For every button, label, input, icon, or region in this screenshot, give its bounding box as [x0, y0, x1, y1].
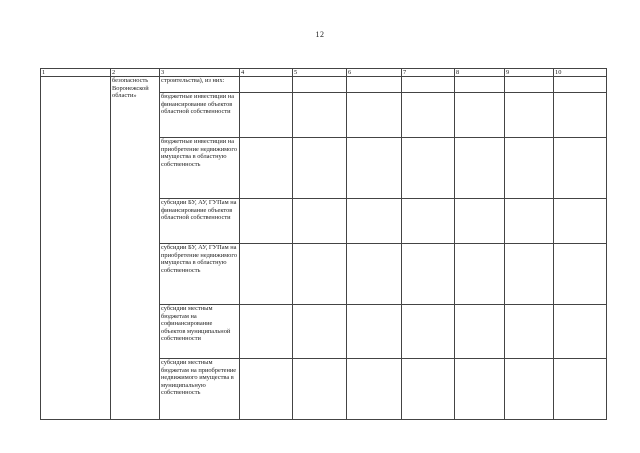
table-cell	[347, 244, 402, 305]
column-header: 5	[293, 69, 347, 77]
table-cell	[554, 77, 607, 93]
table-cell-description: бюджетные инвестиции на финансирование объектов областной собственности	[160, 93, 240, 138]
table-cell	[455, 77, 505, 93]
table-cell	[240, 359, 293, 420]
header-row	[41, 69, 607, 77]
table-cell	[240, 305, 293, 359]
table-cell	[554, 359, 607, 420]
table-cell	[402, 359, 455, 420]
table-cell	[293, 77, 347, 93]
table-cell	[455, 244, 505, 305]
table-cell	[554, 138, 607, 199]
data-table	[40, 68, 607, 420]
table-cell	[293, 199, 347, 244]
table-cell	[293, 93, 347, 138]
table-cell	[293, 138, 347, 199]
table-cell-description: субсидии БУ, АУ, ГУПам на финансирование объектов областной собственности	[160, 199, 240, 244]
table-cell	[240, 77, 293, 93]
table-cell-description: субсидии местным бюджетам на софинансирование объектов муниципальной собственности	[160, 305, 240, 359]
column-header: 2	[111, 69, 160, 77]
table-cell	[505, 77, 554, 93]
table-cell-col1	[41, 77, 111, 420]
table-cell-description: строительства), из них:	[160, 77, 240, 93]
table-cell	[347, 359, 402, 420]
table-cell	[505, 359, 554, 420]
table-cell	[293, 305, 347, 359]
column-header: 7	[402, 69, 455, 77]
table-cell-description: бюджетные инвестиции на приобретение недвижимого имущества в областную собственность	[160, 138, 240, 199]
table-cell-description: субсидии БУ, АУ, ГУПам на приобретение недвижимого имущества в областную собственность	[160, 244, 240, 305]
table-cell	[455, 199, 505, 244]
table-cell	[455, 138, 505, 199]
table-cell	[293, 244, 347, 305]
table-cell	[402, 138, 455, 199]
column-header: 6	[347, 69, 402, 77]
table-cell	[505, 199, 554, 244]
table-cell	[455, 305, 505, 359]
table-cell	[455, 359, 505, 420]
table-cell	[554, 199, 607, 244]
table-row	[41, 77, 607, 93]
table-cell	[347, 199, 402, 244]
table-cell	[402, 93, 455, 138]
table-cell	[347, 93, 402, 138]
column-header: 8	[455, 69, 505, 77]
table-cell	[402, 199, 455, 244]
table-cell	[402, 305, 455, 359]
table-cell	[347, 305, 402, 359]
table-cell	[402, 244, 455, 305]
table-cell	[240, 244, 293, 305]
column-header: 9	[505, 69, 554, 77]
table-cell	[240, 93, 293, 138]
table-cell	[505, 244, 554, 305]
table-cell-region: безопасность Воронежской области»	[111, 77, 160, 420]
page-number: 12	[315, 30, 325, 39]
table-cell	[347, 138, 402, 199]
table-cell	[505, 138, 554, 199]
table-cell-description: субсидии местным бюджетам на приобретение недвижимого имущества в муниципальную собственность	[160, 359, 240, 420]
table-cell	[402, 77, 455, 93]
table-cell	[505, 93, 554, 138]
table-cell	[554, 93, 607, 138]
table-cell	[240, 199, 293, 244]
column-header: 4	[240, 69, 293, 77]
column-header: 10	[554, 69, 607, 77]
table-cell	[347, 77, 402, 93]
table-cell	[240, 138, 293, 199]
table-cell	[505, 305, 554, 359]
column-header: 1	[41, 69, 111, 77]
column-header: 3	[160, 69, 240, 77]
table-cell	[554, 305, 607, 359]
table-cell	[554, 244, 607, 305]
table-cell	[455, 93, 505, 138]
table-cell	[293, 359, 347, 420]
